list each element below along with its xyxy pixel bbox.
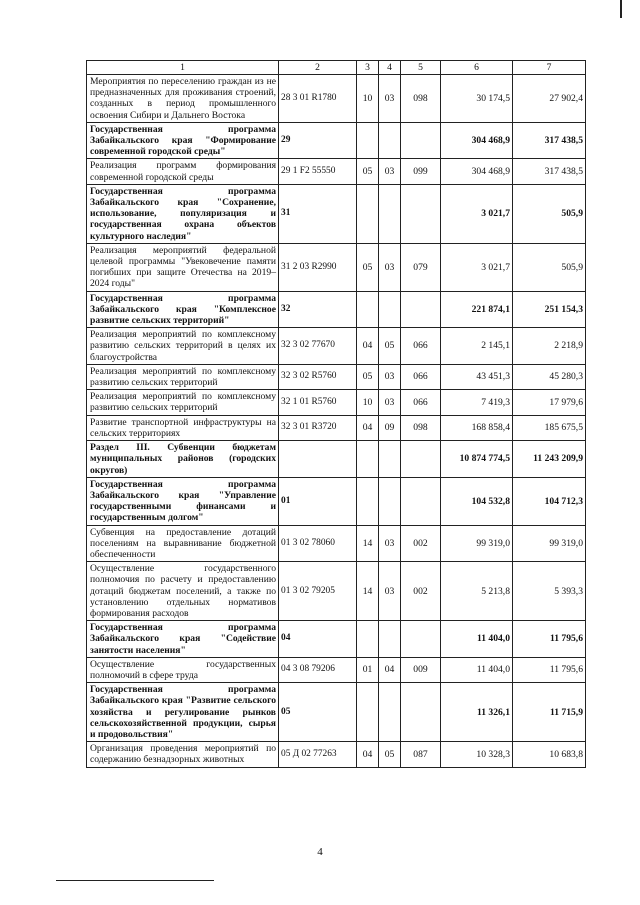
row-name: Государственная программа Забайкальского края "Управление государственными финансами и государственным долгом" bbox=[87, 477, 279, 525]
row-amount-year-1: 7 419,3 bbox=[441, 390, 513, 415]
row-amount-year-1: 10 328,3 bbox=[441, 742, 513, 767]
budget-table bbox=[86, 60, 586, 768]
row-code: 29 1 F2 55550 bbox=[279, 159, 357, 184]
row-expense-type bbox=[401, 122, 441, 159]
row-amount-year-1: 3 021,7 bbox=[441, 184, 513, 243]
row-code: 29 bbox=[279, 122, 357, 159]
row-amount-year-1: 30 174,5 bbox=[441, 75, 513, 123]
table-row bbox=[87, 390, 586, 415]
header-col-5: 5 bbox=[401, 61, 441, 75]
table-row bbox=[87, 683, 586, 742]
header-col-2: 2 bbox=[279, 61, 357, 75]
row-subsection: 03 bbox=[379, 75, 401, 123]
row-section: 04 bbox=[357, 742, 379, 767]
row-amount-year-1: 5 213,8 bbox=[441, 562, 513, 621]
row-section bbox=[357, 683, 379, 742]
row-code: 04 3 08 79206 bbox=[279, 657, 357, 682]
row-amount-year-1: 221 874,1 bbox=[441, 291, 513, 328]
row-section: 14 bbox=[357, 562, 379, 621]
table-row bbox=[87, 243, 586, 291]
row-name: Государственная программа Забайкальского края "Развитие сельского хозяйства и регулирование рынков сельскохозяйственной продукции, сырья и продовольствия" bbox=[87, 683, 279, 742]
row-expense-type: 099 bbox=[401, 159, 441, 184]
row-subsection: 05 bbox=[379, 742, 401, 767]
header-col-4: 4 bbox=[379, 61, 401, 75]
row-expense-type: 079 bbox=[401, 243, 441, 291]
row-amount-year-1: 168 858,4 bbox=[441, 415, 513, 440]
row-expense-type: 066 bbox=[401, 390, 441, 415]
row-code: 32 3 02 R5760 bbox=[279, 364, 357, 389]
table-row bbox=[87, 291, 586, 328]
row-section bbox=[357, 477, 379, 525]
row-expense-type: 009 bbox=[401, 657, 441, 682]
row-subsection bbox=[379, 184, 401, 243]
row-expense-type: 066 bbox=[401, 364, 441, 389]
row-expense-type bbox=[401, 621, 441, 658]
page-number: 4 bbox=[317, 846, 323, 858]
footnote-separator bbox=[56, 880, 214, 881]
row-section: 10 bbox=[357, 390, 379, 415]
row-amount-year-2: 11 715,9 bbox=[513, 683, 586, 742]
row-amount-year-1: 104 532,8 bbox=[441, 477, 513, 525]
table-row bbox=[87, 525, 586, 562]
row-name: Реализация мероприятий по комплексному развитию сельских территорий bbox=[87, 390, 279, 415]
row-name: Реализация мероприятий по комплексному развитию сельских территорий bbox=[87, 364, 279, 389]
row-expense-type bbox=[401, 441, 441, 478]
row-amount-year-1: 304 468,9 bbox=[441, 159, 513, 184]
row-name: Государственная программа Забайкальского края "Формирование современной городской среды" bbox=[87, 122, 279, 159]
row-amount-year-1: 2 145,1 bbox=[441, 328, 513, 365]
row-name: Развитие транспортной инфраструктуры на сельских территориях bbox=[87, 415, 279, 440]
row-expense-type bbox=[401, 184, 441, 243]
table-row bbox=[87, 159, 586, 184]
table-row bbox=[87, 184, 586, 243]
row-name: Раздел III. Субвенции бюджетам муниципальных районов (городских округов) bbox=[87, 441, 279, 478]
row-name: Государственная программа Забайкальского края "Сохранение, использование, популяризация и государственная охрана объектов культурного наследия" bbox=[87, 184, 279, 243]
table-row bbox=[87, 328, 586, 365]
table-body bbox=[87, 75, 586, 768]
row-section bbox=[357, 122, 379, 159]
row-section bbox=[357, 184, 379, 243]
row-amount-year-2: 10 683,8 bbox=[513, 742, 586, 767]
row-name: Осуществление государственных полномочий в сфере труда bbox=[87, 657, 279, 682]
row-expense-type: 087 bbox=[401, 742, 441, 767]
table-row bbox=[87, 122, 586, 159]
row-amount-year-1: 11 326,1 bbox=[441, 683, 513, 742]
row-code bbox=[279, 441, 357, 478]
row-name: Реализация программ формирования современной городской среды bbox=[87, 159, 279, 184]
row-subsection: 03 bbox=[379, 562, 401, 621]
row-subsection: 09 bbox=[379, 415, 401, 440]
row-subsection bbox=[379, 122, 401, 159]
header-col-7: 7 bbox=[513, 61, 586, 75]
row-subsection: 05 bbox=[379, 328, 401, 365]
row-expense-type bbox=[401, 683, 441, 742]
row-amount-year-2: 11 243 209,9 bbox=[513, 441, 586, 478]
row-section: 04 bbox=[357, 415, 379, 440]
row-amount-year-2: 11 795,6 bbox=[513, 657, 586, 682]
row-section: 14 bbox=[357, 525, 379, 562]
row-subsection: 03 bbox=[379, 364, 401, 389]
row-section bbox=[357, 621, 379, 658]
page-edge-mark bbox=[620, 0, 622, 18]
row-code: 28 3 01 R1780 bbox=[279, 75, 357, 123]
row-amount-year-2: 45 280,3 bbox=[513, 364, 586, 389]
row-code: 01 3 02 79205 bbox=[279, 562, 357, 621]
row-amount-year-2: 5 393,3 bbox=[513, 562, 586, 621]
row-subsection bbox=[379, 291, 401, 328]
row-subsection bbox=[379, 621, 401, 658]
row-amount-year-2: 505,9 bbox=[513, 243, 586, 291]
row-name: Организация проведения мероприятий по содержанию безнадзорных животных bbox=[87, 742, 279, 767]
table-row bbox=[87, 441, 586, 478]
row-amount-year-1: 11 404,0 bbox=[441, 621, 513, 658]
row-section: 05 bbox=[357, 243, 379, 291]
row-amount-year-1: 99 319,0 bbox=[441, 525, 513, 562]
row-amount-year-1: 10 874 774,5 bbox=[441, 441, 513, 478]
table-header-row bbox=[87, 61, 586, 75]
row-amount-year-2: 17 979,6 bbox=[513, 390, 586, 415]
row-expense-type bbox=[401, 291, 441, 328]
row-name: Осуществление государственного полномочия по расчету и предоставлению дотаций бюджетам поселений, а также по установлению отдельных нормативов формирования расходов bbox=[87, 562, 279, 621]
row-amount-year-2: 251 154,3 bbox=[513, 291, 586, 328]
row-amount-year-2: 317 438,5 bbox=[513, 159, 586, 184]
row-amount-year-2: 99 319,0 bbox=[513, 525, 586, 562]
row-name: Мероприятия по переселению граждан из не предназначенных для проживания строений, созданных в период промышленного освоения Сибири и Дальнего Востока bbox=[87, 75, 279, 123]
table-row bbox=[87, 477, 586, 525]
header-col-3: 3 bbox=[357, 61, 379, 75]
row-amount-year-2: 505,9 bbox=[513, 184, 586, 243]
row-section: 05 bbox=[357, 159, 379, 184]
row-section: 04 bbox=[357, 328, 379, 365]
row-code: 01 3 02 78060 bbox=[279, 525, 357, 562]
header-col-1: 1 bbox=[87, 61, 279, 75]
row-code: 31 2 03 R2990 bbox=[279, 243, 357, 291]
row-name: Государственная программа Забайкальского края "Содействие занятости населения" bbox=[87, 621, 279, 658]
table-row bbox=[87, 621, 586, 658]
row-amount-year-1: 3 021,7 bbox=[441, 243, 513, 291]
row-expense-type: 002 bbox=[401, 562, 441, 621]
row-amount-year-2: 317 438,5 bbox=[513, 122, 586, 159]
table-row bbox=[87, 75, 586, 123]
row-amount-year-2: 2 218,9 bbox=[513, 328, 586, 365]
table-row bbox=[87, 364, 586, 389]
row-amount-year-2: 104 712,3 bbox=[513, 477, 586, 525]
row-name: Субвенция на предоставление дотаций поселениям на выравнивание бюджетной обеспеченности bbox=[87, 525, 279, 562]
table-row bbox=[87, 742, 586, 767]
row-code: 32 bbox=[279, 291, 357, 328]
row-amount-year-2: 27 902,4 bbox=[513, 75, 586, 123]
row-subsection: 04 bbox=[379, 657, 401, 682]
row-code: 04 bbox=[279, 621, 357, 658]
row-code: 32 3 02 77670 bbox=[279, 328, 357, 365]
row-subsection: 03 bbox=[379, 243, 401, 291]
row-expense-type: 098 bbox=[401, 415, 441, 440]
row-code: 31 bbox=[279, 184, 357, 243]
row-subsection bbox=[379, 477, 401, 525]
row-section bbox=[357, 441, 379, 478]
row-subsection: 03 bbox=[379, 390, 401, 415]
row-code: 32 3 01 R3720 bbox=[279, 415, 357, 440]
row-amount-year-1: 304 468,9 bbox=[441, 122, 513, 159]
row-amount-year-1: 43 451,3 bbox=[441, 364, 513, 389]
row-code: 05 bbox=[279, 683, 357, 742]
row-expense-type: 066 bbox=[401, 328, 441, 365]
header-col-6: 6 bbox=[441, 61, 513, 75]
row-code: 05 Д 02 77263 bbox=[279, 742, 357, 767]
row-amount-year-2: 185 675,5 bbox=[513, 415, 586, 440]
row-expense-type: 002 bbox=[401, 525, 441, 562]
table-row bbox=[87, 657, 586, 682]
row-section: 01 bbox=[357, 657, 379, 682]
row-code: 32 1 01 R5760 bbox=[279, 390, 357, 415]
row-subsection: 03 bbox=[379, 159, 401, 184]
table-row bbox=[87, 562, 586, 621]
row-code: 01 bbox=[279, 477, 357, 525]
row-name: Реализация мероприятий по комплексному развитию сельских территорий в целях их благоустройства bbox=[87, 328, 279, 365]
row-expense-type: 098 bbox=[401, 75, 441, 123]
row-subsection: 03 bbox=[379, 525, 401, 562]
row-name: Государственная программа Забайкальского края "Комплексное развитие сельских территорий" bbox=[87, 291, 279, 328]
row-amount-year-2: 11 795,6 bbox=[513, 621, 586, 658]
row-subsection bbox=[379, 441, 401, 478]
row-name: Реализация мероприятий федеральной целевой программы "Увековечение памяти погибших при защите Отечества на 2019–2024 годы" bbox=[87, 243, 279, 291]
row-expense-type bbox=[401, 477, 441, 525]
table-row bbox=[87, 415, 586, 440]
row-section bbox=[357, 291, 379, 328]
row-section: 05 bbox=[357, 364, 379, 389]
row-subsection bbox=[379, 683, 401, 742]
row-amount-year-1: 11 404,0 bbox=[441, 657, 513, 682]
row-section: 10 bbox=[357, 75, 379, 123]
